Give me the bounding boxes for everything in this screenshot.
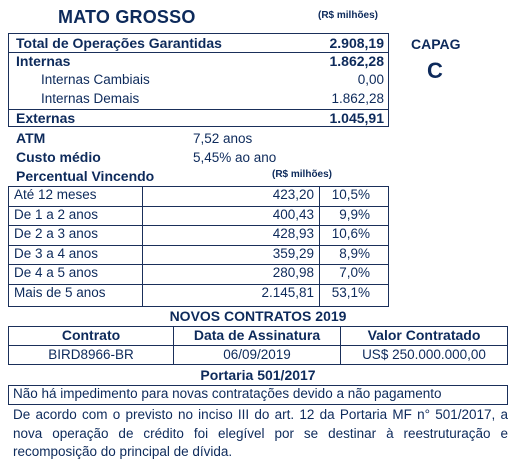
value-cell: 400,43 <box>272 206 314 222</box>
units-label: (R$ milhões) <box>318 10 379 21</box>
value-cell: 428,93 <box>272 226 314 241</box>
cell-valor: US$ 250.000.000,00 <box>362 347 486 362</box>
internas-label: Internas <box>16 53 71 69</box>
percentual-units: (R$ milhões) <box>272 169 333 180</box>
pct-cell: 7,0% <box>339 265 370 280</box>
cambiais-value: 0,00 <box>357 72 384 87</box>
divider <box>9 345 507 346</box>
period-cell: De 4 a 5 anos <box>14 265 99 280</box>
period-cell: De 3 a 4 anos <box>14 245 99 261</box>
header-contrato: Contrato <box>61 327 121 343</box>
pct-cell: 10,5% <box>331 187 370 202</box>
externas-value: 1.045,91 <box>329 110 384 126</box>
cell-contrato: BIRD8966-BR <box>48 347 134 362</box>
total-value: 2.908,19 <box>329 35 384 51</box>
period-cell: De 2 a 3 anos <box>14 226 99 241</box>
header-data: Data de Assinatura <box>193 327 321 343</box>
cell-data: 06/09/2019 <box>223 347 291 362</box>
capag-label: CAPAG <box>411 36 461 52</box>
portaria-status: Não há impedimento para novas contratações devido a não pagamento <box>13 386 442 401</box>
atm-label: ATM <box>16 130 46 146</box>
period-cell: Até 12 meses <box>14 187 97 202</box>
value-cell: 359,29 <box>272 245 314 261</box>
novos-title: NOVOS CONTRATOS 2019 <box>169 308 347 324</box>
portaria-text: De acordo com o previsto no inciso III do art. 12 da Portaria MF n° 501/2017, a nova operação de crédito foi elegível por se destinar à reestruturação e recomposição do principal de dívida. <box>13 407 508 459</box>
total-label: Total de Operações Garantidas <box>16 35 222 51</box>
percentual-label: Percentual Vincendo <box>16 168 155 184</box>
pct-cell: 9,9% <box>339 206 370 222</box>
period-cell: De 1 a 2 anos <box>14 206 99 222</box>
value-cell: 280,98 <box>272 265 314 280</box>
pct-cell: 53,1% <box>331 284 370 300</box>
custo-label: Custo médio <box>16 149 101 165</box>
demais-value: 1.862,28 <box>331 91 384 106</box>
page-title: MATO GROSSO <box>58 7 196 27</box>
header-valor: Valor Contratado <box>367 327 481 343</box>
internas-value: 1.862,28 <box>329 53 384 69</box>
externas-label: Externas <box>16 110 76 126</box>
pct-cell: 8,9% <box>339 245 370 261</box>
cambiais-label: Internas Cambiais <box>41 72 150 87</box>
custo-value: 5,45% ao ano <box>193 150 277 165</box>
pct-cell: 10,6% <box>331 226 370 241</box>
demais-label: Internas Demais <box>41 91 140 106</box>
period-cell: Mais de 5 anos <box>14 284 106 300</box>
value-cell: 2.145,81 <box>261 284 314 300</box>
atm-value: 7,52 anos <box>193 131 253 146</box>
value-cell: 423,20 <box>272 187 314 202</box>
portaria-title: Portaria 501/2017 <box>200 367 316 383</box>
capag-grade: C <box>427 58 443 83</box>
